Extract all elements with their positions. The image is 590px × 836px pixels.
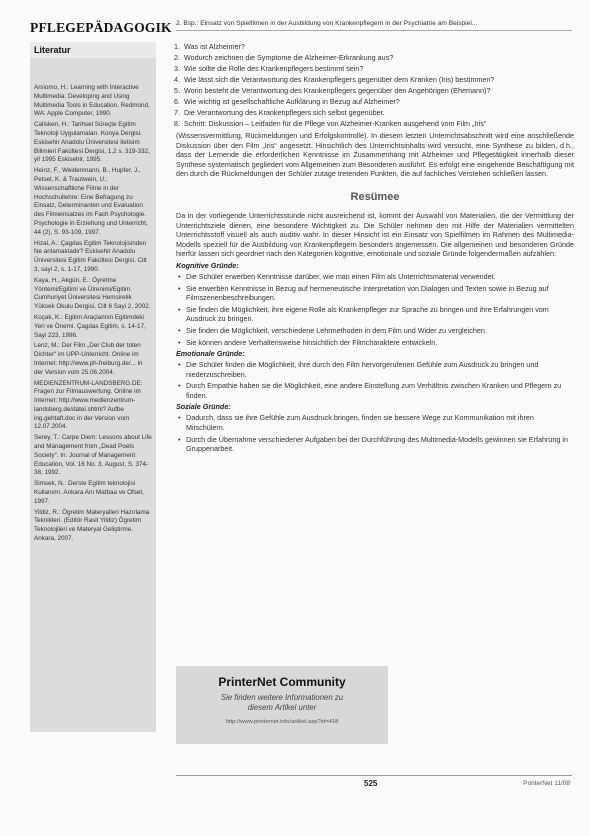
question-item	[176, 75, 574, 85]
question-text: Wie sollte die Rolle des Krankenpflegers bestimmt sein?	[184, 64, 364, 73]
sidebar-title: Literatur	[30, 42, 156, 58]
list-item: • Die Schüler finden die Möglichkeit, ihre durch den Film hervorgerufenen Gefühle zum Ausdruck zu bringen und niederzuschreiben.	[176, 360, 574, 379]
question-number: 4.	[174, 75, 180, 84]
list-item: • Sie finden die Möglichkeit, ihre eigene Rolle als Krankenpfleger zur Sprache zu bringen und ihre Erfahrungen vom Ausdruck zu bringen.	[176, 305, 574, 324]
question-number: 2.	[174, 53, 180, 62]
resume-paragraph: Da in der vorliegende Unterrichtsstunde nicht ausreichend ist, kommt der Auswahl von Materialien, die der Vermittlung der Unterrichtsziele dienen, eine besondere Wichtigkeit zu. Die Schüler nehmen den mit Hilfe der Materialien vermittelten Unterrichtsstoff visuell als auch auditiv wahr. In dieser Hinsicht ist ein Einsatz von Spielfilmen im Rahmen des Multimedia-Modells speziell für die Ausbildung von Krankenpflegern besonders angemessen. Die allgemeinen und besonderen Gründe hierfür lassen sich geordnet nach den Kategorien kognitive, emotionale und soziale Gründe folgendermaßen aufzählen:	[176, 210, 574, 259]
list-item: • Durch die Übernahme verschiedener Aufgaben bei der Durchführung des Multimedia-Modells gewinnen sie Erfahrung in Gruppenarbeit.	[176, 435, 574, 454]
main-column	[176, 42, 574, 456]
category-heading: Soziale Gründe:	[176, 402, 231, 412]
page-number: 525	[364, 779, 378, 788]
reference-item: Hizal, A.: Çagdas Egitim Teknolojisinden Ne anlamaktadir? Eskisehir Anadolu Üniversitesi Egitim Fakültesi Dergisi, Cilt 3, sayi 2, s. 1-17, 1990.	[34, 239, 147, 273]
question-text: Worin besteht die Verantwortung des Krankenpflegers gegenüber den Angehörigen (Ehemann)?	[184, 86, 491, 95]
question-text: Schritt: Diskussion – Leitfaden für die Pflege von Alzheimer-Kranken ausgehend vom Film „Iris“	[184, 119, 487, 128]
question-number: 6.	[174, 97, 180, 106]
literature-sidebar	[30, 42, 156, 732]
box-subtitle	[176, 693, 388, 713]
reference-item: Heinz, F., Weidenmann, B., Hupfer, J., Petsel, K. & Trautwein, U.: Wissenschaftliche Filme in der Hochschullehre: Eine Befragung zu Einsatz, Determinanten und Evaluation des Filmeinsatzes im Fach Psychologie. Psychologie in Erziehung und Unterricht, 44 (2), S. 93-109, 1997.	[34, 167, 148, 236]
box-title: PrinterNet Community	[218, 675, 346, 689]
list-item: • Durch Empathie haben sie die Möglichkeit, eine andere Einstellung zum Verhältnis zwischen Kranken und Pflegern zu finden.	[176, 381, 574, 400]
question-item	[176, 108, 574, 118]
question-number: 5.	[174, 86, 180, 95]
question-number: 7.	[174, 108, 180, 117]
category-list	[176, 360, 574, 400]
list-item: • Sie erwerben Kenntnisse in Bezug auf hermeneutische Interpretation von Dialogen und Texten sowie in Bezug auf Filmszenenbeschreibungen.	[176, 284, 574, 303]
reference-item: MEDIENZENTRUM-LANDSBERG.DE: Fragen zur Filmauswertung. Online im Internet: http://www.medienzentrum-landsberg.de/datei.shtml? Aufbe ing.gehtaft.doc in der Version vom 12.07.2004.	[34, 379, 143, 431]
question-number: 8.	[174, 119, 180, 128]
question-item	[176, 64, 574, 74]
question-item	[176, 97, 574, 107]
body-paragraph: (Wissensvermittlung, Rückmeldungen und Erfolgskontrolle). In diesem letzten Unterrichtsabschnitt wird eine anschließende Diskussion über den Film „Iris“ angesetzt. Hinsichtlich des Unterrichtsinhalts wird versucht, eine Synthese zu bilden, d.h., dass der Lernende die erforderlichen Kenntnisse im Zusammenhang mit Alzheimer und Pflegetätigkeit innerhalb dieser Synthese systematisch gegliedert vom Allgemeinen zum Besonderen ausführt. Es erfolgt eine eingehende Beschäftigung mit den durch die Rückmeldungen der Schüler zutage tretenden Punkten, die auf fachliches Verstehen schließen lassen.	[176, 131, 574, 179]
question-item	[176, 42, 574, 52]
reference-item: Calisken, H.: Tarihsel Süreçte Egitim Teknoloji Uygulamaları. Konya Dergisi. Eskisehir Anadolu Üniversitesi Iletisim Bilimleri Fakültesi Dergisi, 1,2 s. 319-332, yil 1995 Eskisehir, 1995.	[34, 121, 150, 164]
journal-logo: PFLEGEPÄDAGOGIK	[30, 20, 172, 35]
question-text: Die Verantwortung des Krankenpflegers sich selbst gegenüber.	[184, 108, 385, 117]
question-item	[176, 119, 574, 129]
category-heading: Emotionale Gründe:	[176, 349, 245, 359]
reference-item: Simsek, N.: Derste Egitim teknolojisi Kullanımı. Ankara Anı Matbaa ve Ofset, 1997.	[34, 480, 144, 505]
reference-item: Serey, T.: Carpe Diem: Lessons about Life and Management from „Dead Poets Society“. In: Journal of Management Education, Vol. 16 No. 3, August, S. 374-38, 1992.	[34, 434, 152, 477]
reference-item: Arsiomo, H.: Learning with Interactive Multimedia: Developing and Using Multimedia Tools in Education. Redmond, WA: Apple Computer, 1990.	[34, 84, 150, 118]
question-item	[176, 53, 574, 63]
category-list	[176, 413, 574, 453]
question-text: Was ist Alzheimer?	[184, 42, 245, 51]
reference-item: Kaya, H., Akgün, E.: Öyretme Yöntemi/Egitimi ve Ülrenimi/Egitim. Cumhuriyet Üniversitesi Hemsirelik Yüksek Okulu Dergisi, Cilt 6 Sayi 2, 2002.	[34, 276, 151, 311]
question-text: Wodurch zeichnen die Symptome die Alzheimer-Erkrankung aus?	[184, 53, 394, 62]
box-subtitle-line: Sie finden weitere Informationen zu	[220, 693, 344, 702]
category-list	[176, 272, 574, 347]
list-item: • Sie können andere Verhaltensweise hinsichtlich der Filmcharaktere entwickeln.	[176, 338, 574, 348]
category-heading: Kognitive Gründe:	[176, 260, 239, 270]
question-text: Wie lässt sich die Verantwortung des Krankenpflegers gegenüber dem Kranken (Iris) bestimmen?	[184, 75, 495, 84]
list-item: • Dadurch, dass sie ihre Gefühle zum Ausdruck bringen, finden sie bessere Wege zur Kommunikation mit ihren Mitschülern.	[176, 413, 574, 432]
question-list	[176, 42, 574, 129]
running-header: 2. Bsp.: Einsatz von Spielfilmen in der Ausbildung von Krankenpflegern in der Psychiatrie am Beispiel...	[176, 20, 572, 31]
question-number: 1.	[174, 42, 180, 51]
box-subtitle-line: diesem Artikel unter	[247, 703, 317, 712]
list-item: • Sie finden die Möglichkeit, verschiedene Lehrmethoden in dem Film und Wider zu vergleichen.	[176, 326, 574, 336]
reference-item: Yildiz, R.: Ögretim Materyalleri Hazırlama Teknikleri. (Editör Rasit Yildiz) Ögretim Teknolojileri ve Materyal Geliştirme. Ankara, 2007.	[34, 508, 150, 543]
reference-list	[30, 58, 156, 544]
reference-item: Koçak, K.: Egitim Araçlarinin Egitimdeki Yeri ve Önemi. Çagdas Egitim, s. 14-17, Sayi 223, 1996.	[34, 313, 146, 339]
printernet-community-box	[176, 666, 388, 744]
question-number: 3.	[174, 64, 180, 73]
section-heading: Resümee	[350, 190, 400, 203]
question-text: Wie wichtig ist gesellschaftliche Aufklärung in Bezug auf Alzheimer?	[184, 97, 400, 106]
journal-issue: PrinterNet 11/08	[523, 780, 570, 787]
article-link[interactable]: http://www.printernet.info/artikel.asp?id=418	[225, 719, 339, 725]
reference-item: Lenz, M.: Der Film „Der Club der toten Dichter“ im UPP-Unterricht. Online im Internet: http://www.ph-freiburg.de/... in der Version vom 25.06.2004.	[34, 342, 143, 376]
list-item: • Die Schüler erwerben Kenntnisse darüber, wie man einen Film als Unterrichtsmaterial verwendet.	[176, 272, 574, 282]
page-footer	[176, 775, 572, 788]
question-item	[176, 86, 574, 96]
